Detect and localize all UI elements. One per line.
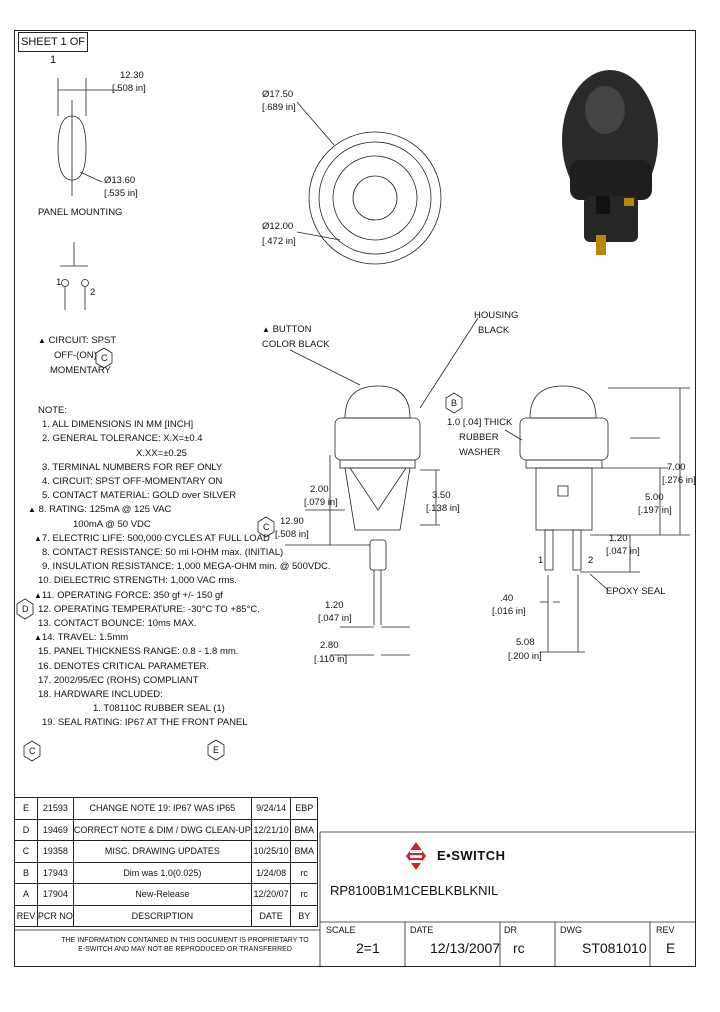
scale-value: 2=1 [356, 940, 380, 956]
front-dim-508-in: [.200 in] [508, 651, 542, 662]
note-line: 16. DENOTES CRITICAL PARAMETER. [38, 660, 210, 672]
circuit-label-2: OFF-(ON) [54, 350, 97, 361]
washer-label-2: RUBBER [459, 432, 499, 443]
side-dim-350: 3.50 [432, 490, 451, 501]
housing-label-2: BLACK [478, 325, 510, 336]
front-dim-120: 1.20 [609, 533, 628, 544]
rev-marker-d-notes: D [22, 604, 29, 614]
note-line: 17. 2002/95/EC (ROHS) COMPLIANT [38, 674, 199, 686]
housing-label-1: HOUSING [474, 310, 519, 321]
revision-cell-by: BY [291, 905, 318, 927]
revision-cell-pcr: 21593 [37, 798, 73, 820]
revision-cell-pcr: 19469 [37, 819, 73, 841]
date-label: DATE [410, 925, 434, 935]
note-line: 1. T08110C RUBBER SEAL (1) [93, 703, 225, 715]
front-dim-508: 5.08 [516, 637, 535, 648]
date-value: 12/13/2007 [430, 940, 501, 956]
side-dim-280-in: [.110 in] [314, 654, 348, 665]
revision-cell-date: 9/24/14 [251, 798, 291, 820]
front-dim-120-in: [.047 in] [606, 546, 640, 557]
revision-cell-by: BMA [291, 819, 318, 841]
eswitch-logo-mark [406, 842, 426, 870]
scale-label: SCALE [326, 925, 356, 935]
revision-cell-desc: New-Release [73, 884, 251, 906]
drawn-by-label: DR [504, 925, 517, 935]
note-line: 12. OPERATING TEMPERATURE: -30°C TO +85°C. [38, 603, 260, 615]
panel-mounting-label: PANEL MOUNTING [38, 207, 123, 218]
washer-label-3: WASHER [459, 447, 501, 458]
rev-marker-e-notes: E [213, 745, 220, 755]
rev-marker-c-side: C [263, 522, 270, 532]
revision-cell-by: BMA [291, 841, 318, 863]
note-line: ▲11. OPERATING FORCE: 350 gf +/- 150 gf [34, 589, 223, 601]
drawn-by-value: rc [513, 940, 525, 956]
front-dim-700: 7.00 [667, 462, 686, 473]
circuit-label-1: ▲ CIRCUIT: SPST [38, 335, 117, 346]
revision-cell-rev: A [15, 884, 38, 906]
note-line: 8. CONTACT RESISTANCE: 50 mi l-OHM max. (INITIAL) [42, 547, 284, 559]
panel-diameter-in: [.535 in] [104, 188, 138, 199]
top-inner-mm: Ø12.00 [262, 221, 294, 232]
side-dim-120-in: [.047 in] [318, 613, 352, 624]
panel-width-mm: 12.30 [120, 70, 144, 81]
front-pin-2: 2 [588, 555, 594, 566]
revision-cell-date: 12/20/07 [251, 884, 291, 906]
note-line: 3. TERMINAL NUMBERS FOR REF ONLY [42, 461, 223, 473]
note-line: 5. CONTACT MATERIAL: GOLD over SILVER [42, 490, 237, 502]
revision-row [15, 862, 318, 884]
side-dim-200-in: [.079 in] [304, 497, 338, 508]
rev-value: E [666, 940, 676, 956]
washer-label-1: 1.0 [.04] THICK [447, 417, 513, 428]
top-outer-mm: Ø17.50 [262, 89, 294, 100]
note-line: NOTE: [38, 405, 68, 416]
front-dim-500: 5.00 [645, 492, 664, 503]
revision-table [14, 797, 318, 927]
note-line: ▲14. TRAVEL: 1.5mm [34, 632, 129, 644]
revision-cell-rev: E [15, 798, 38, 820]
dwg-value: ST081010 [582, 940, 647, 956]
side-dim-1290-in: [.508 in] [275, 529, 309, 540]
front-dim-40: .40 [500, 593, 514, 604]
revision-cell-rev: D [15, 819, 38, 841]
revision-cell-rev: REV [15, 905, 38, 927]
front-pin-1: 1 [538, 555, 544, 566]
switch-photo [562, 70, 658, 255]
revision-cell-desc: CORRECT NOTE & DIM / DWG CLEAN-UP [73, 819, 251, 841]
revision-row [15, 841, 318, 863]
note-line: 100mA @ 50 VDC [73, 518, 151, 530]
top-outer-in: [.689 in] [262, 102, 296, 113]
rev-marker-b-front: B [451, 398, 458, 408]
revision-cell-pcr: 17943 [37, 862, 73, 884]
note-line: 10. DIELECTRIC STRENGTH: 1,000 VAC rms. [38, 575, 237, 587]
side-button-dome [345, 386, 410, 418]
revision-cell-by: rc [291, 884, 318, 906]
button-label-2: COLOR BLACK [262, 339, 330, 350]
revision-cell-pcr: PCR NO [37, 905, 73, 927]
revision-cell-date: DATE [251, 905, 291, 927]
top-inner-in: [.472 in] [262, 236, 296, 247]
epoxy-seal-label: EPOXY SEAL [606, 586, 666, 597]
front-button-dome [530, 386, 596, 418]
revision-cell-date: 1/24/08 [251, 862, 291, 884]
revision-cell-date: 12/21/10 [251, 819, 291, 841]
note-line: 4. CIRCUIT: SPST OFF-MOMENTARY ON [42, 476, 223, 488]
note-line: 2. GENERAL TOLERANCE: X.X=±0.4 [42, 433, 203, 445]
rev-marker-c-circuit: C [101, 353, 108, 363]
rev-marker-c-notes: C [29, 746, 36, 756]
revision-cell-rev: C [15, 841, 38, 863]
revision-cell-desc: MISC. DRAWING UPDATES [73, 841, 251, 863]
circuit-pin-2: 2 [90, 287, 96, 298]
revision-cell-pcr: 19358 [37, 841, 73, 863]
note-line: 15. PANEL THICKNESS RANGE: 0.8 - 1.8 mm. [38, 646, 239, 658]
circuit-pin-1: 1 [56, 277, 62, 288]
note-line: ▲ 8. RATING: 125mA @ 125 VAC [28, 504, 172, 516]
panel-width-in: [.508 in] [112, 83, 146, 94]
note-line: 19. SEAL RATING: IP67 AT THE FRONT PANEL [42, 717, 248, 729]
dwg-label: DWG [560, 925, 582, 935]
revision-cell-date: 10/25/10 [251, 841, 291, 863]
front-dim-500-in: [.197 in] [638, 505, 672, 516]
revision-header-row [15, 905, 318, 927]
front-dim-40-in: [.016 in] [492, 606, 526, 617]
revision-row [15, 798, 318, 820]
disclaimer-text: THE INFORMATION CONTAINED IN THIS DOCUMENT IS PROPRIETARY TO E-SWITCH AND MAY NOT BE REPRODUCED OR TRANSFERRED [61, 937, 309, 953]
revision-cell-desc: DESCRIPTION [73, 905, 251, 927]
revision-cell-desc: CHANGE NOTE 19: IP67 WAS IP65 [73, 798, 251, 820]
note-line: X.XX=±0.25 [136, 447, 187, 459]
company-logo-text: E•SWITCH [437, 848, 506, 863]
note-line: 13. CONTACT BOUNCE: 10ms MAX. [38, 618, 197, 630]
revision-cell-pcr: 17904 [37, 884, 73, 906]
part-number: RP8100B1M1CEBLKBLKNIL [330, 883, 499, 898]
revision-cell-by: rc [291, 862, 318, 884]
circuit-label-3: MOMENTARY [50, 365, 111, 376]
revision-row [15, 819, 318, 841]
revision-cell-by: EBP [291, 798, 318, 820]
side-dim-120: 1.20 [325, 600, 344, 611]
side-dim-280: 2.80 [320, 640, 339, 651]
revision-cell-rev: B [15, 862, 38, 884]
front-dim-700-in: [.276 in] [662, 475, 696, 486]
panel-diameter-mm: Ø13.60 [104, 175, 136, 186]
side-dim-1290: 12.90 [280, 516, 304, 527]
note-line: ▲7. ELECTRIC LIFE: 500,000 CYCLES AT FULL LOAD [34, 532, 270, 544]
note-line: 18. HARDWARE INCLUDED: [38, 689, 163, 701]
side-dim-200: 2.00 [310, 484, 329, 495]
revision-cell-desc: Dim was 1.0(0.025) [73, 862, 251, 884]
revision-row [15, 884, 318, 906]
note-line: 9. INSULATION RESISTANCE: 1,000 MEGA-OHM min. @ 500VDC. [42, 561, 331, 573]
side-dim-350-in: [.138 in] [426, 503, 460, 514]
button-label-1: ▲ BUTTON [262, 324, 312, 335]
note-line: 1. ALL DIMENSIONS IN MM [INCH] [42, 419, 194, 431]
rev-label: REV [656, 925, 675, 935]
sheet-label: SHEET 1 OF 1 [18, 32, 88, 52]
